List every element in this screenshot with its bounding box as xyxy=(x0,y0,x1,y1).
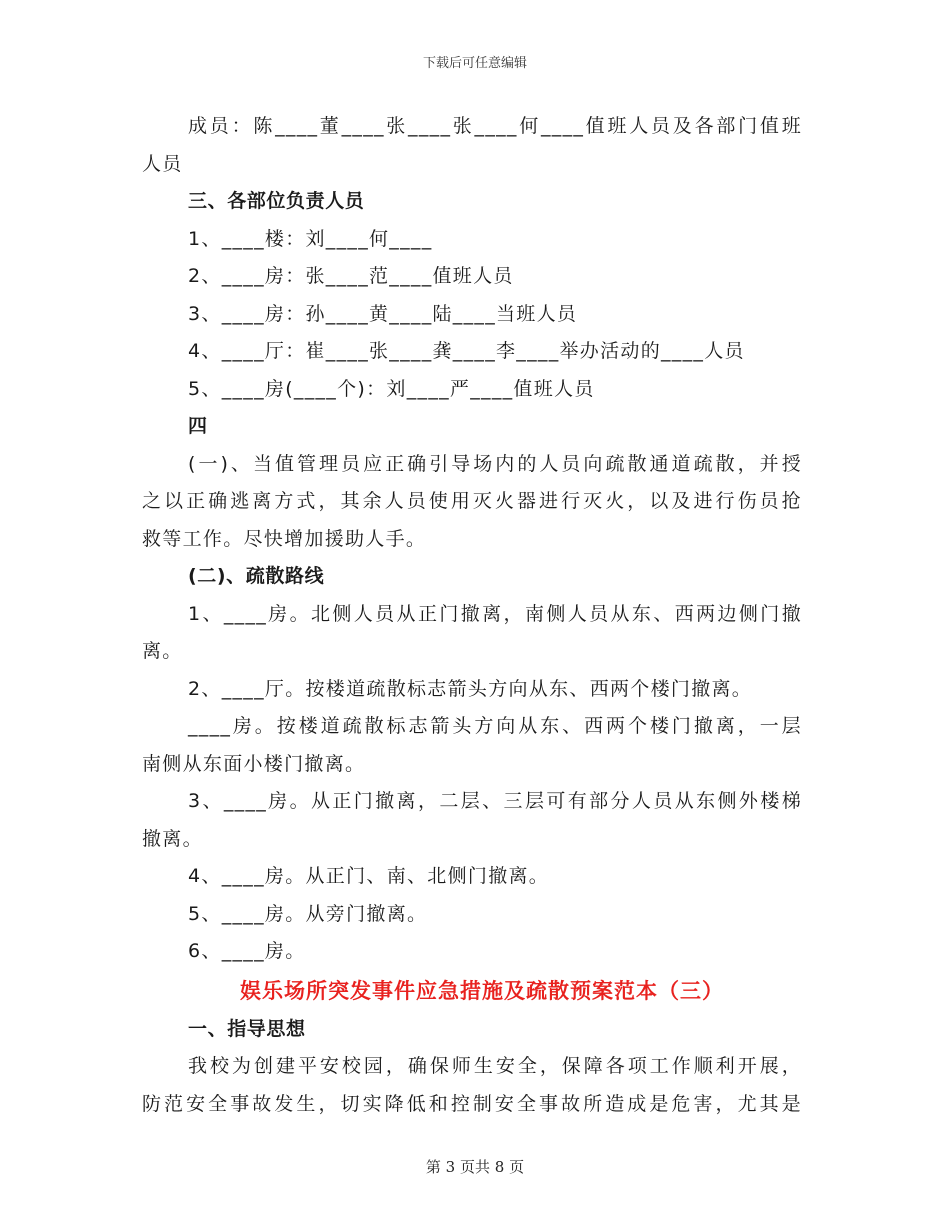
section-title: 娱乐场所突发事件应急措施及疏散预案范本（三） xyxy=(240,978,724,1003)
text-line: 南侧从东面小楼门撤离。 xyxy=(142,752,366,775)
text-line: 撤离。 xyxy=(142,827,203,850)
text-line: 2、____房：张____范____值班人员 xyxy=(188,265,514,287)
text-line: 我校为创建平安校园，确保师生安全，保障各项工作顺利开展， xyxy=(188,1055,802,1077)
text-line: (一)、当值管理员应正确引导场内的人员向疏散通道疏散，并授 xyxy=(188,452,802,475)
section-heading: 三、各部位负责人员 xyxy=(188,190,365,212)
text-line: 防范安全事故发生，切实降低和控制安全事故所造成是危害，尤其是 xyxy=(142,1092,802,1115)
text-line: 3、____房。从正门撤离，二层、三层可有部分人员从东侧外楼梯 xyxy=(188,790,802,812)
text-line: 1、____楼：刘____何____ xyxy=(188,227,433,250)
text-line: 4、____厅：崔____张____龚____李____举办活动的____人员 xyxy=(188,340,745,362)
text-line: 4、____房。从正门、南、北侧门撤离。 xyxy=(188,865,550,887)
page-footer: 第 3 页共 8 页 xyxy=(425,1158,525,1176)
text-line: 救等工作。尽快增加援助人手。 xyxy=(142,527,427,550)
text-line: ____房。按楼道疏散标志箭头方向从东、西两个楼门撤离，一层 xyxy=(188,715,802,737)
section-heading: 四 xyxy=(188,415,208,437)
text-line: 之以正确逃离方式，其余人员使用灭火器进行灭火，以及进行伤员抢 xyxy=(142,490,802,512)
text-line: 人员 xyxy=(142,152,183,175)
document-body xyxy=(142,108,802,1123)
section-heading: (二)、疏散路线 xyxy=(188,565,325,587)
text-line: 5、____房(____个)：刘____严____值班人员 xyxy=(188,377,595,400)
page-header: 下载后可任意编辑 xyxy=(422,56,527,71)
text-line: 成员：陈____董____张____张____何____值班人员及各部门值班 xyxy=(188,115,802,137)
text-line: 3、____房：孙____黄____陆____当班人员 xyxy=(188,302,578,325)
text-line: 1、____房。北侧人员从正门撤离，南侧人员从东、西两边侧门撤 xyxy=(188,602,802,625)
text-line: 5、____房。从旁门撤离。 xyxy=(188,902,428,925)
text-line: 2、____厅。按楼道疏散标志箭头方向从东、西两个楼门撤离。 xyxy=(188,677,753,700)
text-line: 6、____房。 xyxy=(188,940,306,962)
text-line: 离。 xyxy=(142,640,183,662)
section-heading: 一、指导思想 xyxy=(188,1017,306,1040)
